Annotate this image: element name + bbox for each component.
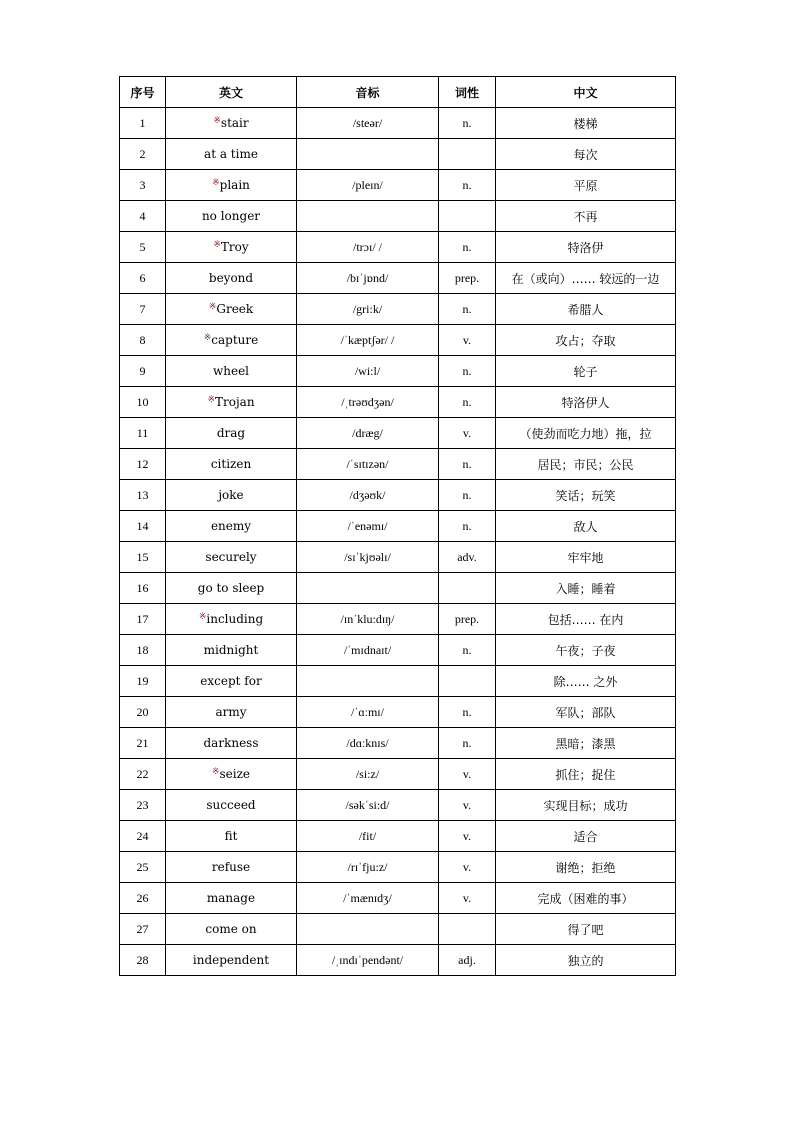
table-row	[120, 356, 676, 387]
english-word-text: stair	[220, 116, 249, 130]
english-word	[166, 418, 297, 449]
phonetic: /ˈenəmɪ/	[297, 511, 439, 542]
english-word	[166, 945, 297, 976]
phonetic	[297, 201, 439, 232]
table-row	[120, 945, 676, 976]
table-row	[120, 914, 676, 945]
part-of-speech	[439, 573, 496, 604]
english-word	[166, 759, 297, 790]
table-row	[120, 635, 676, 666]
part-of-speech: n.	[439, 108, 496, 139]
phonetic	[297, 914, 439, 945]
chinese-meaning: 除…… 之外	[496, 666, 676, 697]
row-number: 19	[120, 666, 166, 697]
chinese-meaning: 不再	[496, 201, 676, 232]
row-number: 1	[120, 108, 166, 139]
phonetic: /pleɪn/	[297, 170, 439, 201]
phonetic: /trɔɪ/ /	[297, 232, 439, 263]
table-row	[120, 604, 676, 635]
english-word	[166, 728, 297, 759]
chinese-meaning: 实现目标；成功	[496, 790, 676, 821]
header-number: 序号	[120, 77, 166, 108]
english-word-text: enemy	[210, 519, 252, 533]
chinese-meaning: 笑话；玩笑	[496, 480, 676, 511]
phonetic: /ˈsɪtɪzən/	[297, 449, 439, 480]
table-row	[120, 201, 676, 232]
english-word	[166, 511, 297, 542]
phonetic	[297, 666, 439, 697]
phonetic: /gri:k/	[297, 294, 439, 325]
english-word	[166, 449, 297, 480]
part-of-speech: v.	[439, 325, 496, 356]
chinese-meaning: 黑暗；漆黑	[496, 728, 676, 759]
row-number: 12	[120, 449, 166, 480]
phonetic: /ˈmɪdnaɪt/	[297, 635, 439, 666]
part-of-speech: v.	[439, 883, 496, 914]
part-of-speech: n.	[439, 294, 496, 325]
chinese-meaning: 特洛伊人	[496, 387, 676, 418]
english-word-text: including	[206, 612, 264, 626]
chinese-meaning: 独立的	[496, 945, 676, 976]
english-word-text: go to sleep	[197, 581, 265, 595]
table-row	[120, 790, 676, 821]
part-of-speech: n.	[439, 697, 496, 728]
row-number: 28	[120, 945, 166, 976]
part-of-speech: adj.	[439, 945, 496, 976]
row-number: 20	[120, 697, 166, 728]
chinese-meaning: 包括…… 在内	[496, 604, 676, 635]
table-row	[120, 170, 676, 201]
english-word-text: securely	[205, 550, 257, 564]
table-row	[120, 418, 676, 449]
row-number: 25	[120, 852, 166, 883]
row-number: 2	[120, 139, 166, 170]
chinese-meaning: （使劲而吃力地）拖，拉	[496, 418, 676, 449]
chinese-meaning: 牢牢地	[496, 542, 676, 573]
chinese-meaning: 完成（困难的事）	[496, 883, 676, 914]
header-english: 英文	[166, 77, 297, 108]
key-word-mark: ※	[203, 333, 212, 343]
phonetic: /steər/	[297, 108, 439, 139]
header-chinese: 中文	[496, 77, 676, 108]
english-word	[166, 356, 297, 387]
part-of-speech: v.	[439, 852, 496, 883]
row-number: 21	[120, 728, 166, 759]
table-header-row	[120, 77, 676, 108]
english-word	[166, 542, 297, 573]
chinese-meaning: 在（或向）…… 较远的一边	[496, 263, 676, 294]
english-word	[166, 170, 297, 201]
key-word-mark: ※	[208, 302, 217, 312]
phonetic: /ˌɪndɪˈpendənt/	[297, 945, 439, 976]
english-word-text: succeed	[206, 798, 256, 812]
english-word	[166, 635, 297, 666]
row-number: 7	[120, 294, 166, 325]
row-number: 4	[120, 201, 166, 232]
chinese-meaning: 楼梯	[496, 108, 676, 139]
table-body	[120, 108, 676, 976]
key-word-mark: ※	[212, 178, 220, 188]
phonetic: /rɪˈfju:z/	[297, 852, 439, 883]
table-row	[120, 449, 676, 480]
key-word-mark: ※	[213, 116, 221, 126]
english-word	[166, 294, 297, 325]
phonetic: /ˌtrəʊdʒən/	[297, 387, 439, 418]
part-of-speech: prep.	[439, 263, 496, 294]
row-number: 14	[120, 511, 166, 542]
phonetic: /fit/	[297, 821, 439, 852]
english-word	[166, 480, 297, 511]
phonetic: /ɪnˈklu:dɪŋ/	[297, 604, 439, 635]
row-number: 17	[120, 604, 166, 635]
chinese-meaning: 希腊人	[496, 294, 676, 325]
part-of-speech: v.	[439, 759, 496, 790]
english-word-text: army	[215, 705, 247, 719]
key-word-mark: ※	[211, 767, 220, 777]
table-row	[120, 139, 676, 170]
row-number: 13	[120, 480, 166, 511]
english-word-text: midnight	[203, 643, 259, 657]
chinese-meaning: 入睡；睡着	[496, 573, 676, 604]
row-number: 6	[120, 263, 166, 294]
english-word	[166, 232, 297, 263]
part-of-speech: n.	[439, 170, 496, 201]
row-number: 22	[120, 759, 166, 790]
phonetic: /si:z/	[297, 759, 439, 790]
table-row	[120, 573, 676, 604]
table-row	[120, 852, 676, 883]
part-of-speech	[439, 666, 496, 697]
chinese-meaning: 每次	[496, 139, 676, 170]
part-of-speech: n.	[439, 387, 496, 418]
english-word-text: refuse	[211, 860, 251, 874]
phonetic: /sɪˈkjʊəlɪ/	[297, 542, 439, 573]
part-of-speech: v.	[439, 790, 496, 821]
row-number: 3	[120, 170, 166, 201]
english-word	[166, 139, 297, 170]
row-number: 15	[120, 542, 166, 573]
chinese-meaning: 谢绝；拒绝	[496, 852, 676, 883]
vocabulary-table	[119, 76, 676, 976]
table-row	[120, 325, 676, 356]
english-word-text: come on	[205, 922, 257, 936]
part-of-speech: v.	[439, 821, 496, 852]
row-number: 11	[120, 418, 166, 449]
table-row	[120, 294, 676, 325]
english-word-text: at a time	[204, 147, 258, 161]
chinese-meaning: 特洛伊	[496, 232, 676, 263]
english-word	[166, 821, 297, 852]
chinese-meaning: 军队；部队	[496, 697, 676, 728]
row-number: 26	[120, 883, 166, 914]
header-phonetic: 音标	[297, 77, 439, 108]
english-word-text: capture	[211, 333, 259, 347]
english-word	[166, 201, 297, 232]
phonetic: /dʒəʊk/	[297, 480, 439, 511]
english-word-text: wheel	[212, 364, 250, 378]
row-number: 27	[120, 914, 166, 945]
english-word-text: beyond	[208, 271, 254, 285]
chinese-meaning: 午夜；子夜	[496, 635, 676, 666]
phonetic: /dɑːknɪs/	[297, 728, 439, 759]
phonetic: /ˈkæptʃər/ /	[297, 325, 439, 356]
chinese-meaning: 轮子	[496, 356, 676, 387]
english-word-text: independent	[192, 953, 270, 967]
table-row	[120, 697, 676, 728]
english-word-text: fit	[224, 829, 238, 843]
part-of-speech: prep.	[439, 604, 496, 635]
key-word-mark: ※	[213, 240, 221, 250]
phonetic	[297, 139, 439, 170]
chinese-meaning: 适合	[496, 821, 676, 852]
row-number: 23	[120, 790, 166, 821]
key-word-mark: ※	[207, 395, 215, 405]
english-word-text: Trojan	[214, 395, 255, 409]
english-word-text: drag	[216, 426, 246, 440]
phonetic: /wi:l/	[297, 356, 439, 387]
english-word	[166, 108, 297, 139]
table-row	[120, 728, 676, 759]
phonetic: /ˈɑːmɪ/	[297, 697, 439, 728]
chinese-meaning: 平原	[496, 170, 676, 201]
english-word-text: manage	[206, 891, 256, 905]
english-word-text: darkness	[203, 736, 259, 750]
chinese-meaning: 得了吧	[496, 914, 676, 945]
row-number: 5	[120, 232, 166, 263]
header-part-of-speech: 词性	[439, 77, 496, 108]
row-number: 18	[120, 635, 166, 666]
part-of-speech: adv.	[439, 542, 496, 573]
english-word-text: Troy	[220, 240, 249, 254]
english-word-text: Greek	[216, 302, 254, 316]
part-of-speech	[439, 139, 496, 170]
phonetic: /bɪˈjɒnd/	[297, 263, 439, 294]
chinese-meaning: 抓住；捉住	[496, 759, 676, 790]
row-number: 10	[120, 387, 166, 418]
phonetic: /ˈmænɪdʒ/	[297, 883, 439, 914]
english-word	[166, 852, 297, 883]
english-word-text: plain	[219, 178, 250, 192]
english-word	[166, 387, 297, 418]
part-of-speech: n.	[439, 635, 496, 666]
chinese-meaning: 攻占；夺取	[496, 325, 676, 356]
part-of-speech: n.	[439, 480, 496, 511]
part-of-speech: v.	[439, 418, 496, 449]
table-row	[120, 542, 676, 573]
english-word	[166, 697, 297, 728]
part-of-speech: n.	[439, 356, 496, 387]
row-number: 16	[120, 573, 166, 604]
english-word-text: joke	[218, 488, 244, 502]
english-word-text: seize	[219, 767, 251, 781]
phonetic: /səkˈsi:d/	[297, 790, 439, 821]
table-row	[120, 511, 676, 542]
chinese-meaning: 居民；市民；公民	[496, 449, 676, 480]
part-of-speech: n.	[439, 511, 496, 542]
row-number: 8	[120, 325, 166, 356]
english-word	[166, 325, 297, 356]
english-word-text: citizen	[210, 457, 252, 471]
table-row	[120, 759, 676, 790]
english-word	[166, 914, 297, 945]
table-row	[120, 821, 676, 852]
part-of-speech	[439, 914, 496, 945]
table-row	[120, 480, 676, 511]
table-row	[120, 387, 676, 418]
english-word	[166, 883, 297, 914]
part-of-speech: n.	[439, 232, 496, 263]
english-word	[166, 666, 297, 697]
row-number: 9	[120, 356, 166, 387]
english-word-text: no longer	[201, 209, 261, 223]
english-word	[166, 263, 297, 294]
table-row	[120, 232, 676, 263]
part-of-speech: n.	[439, 728, 496, 759]
table-row	[120, 263, 676, 294]
english-word	[166, 604, 297, 635]
table-row	[120, 883, 676, 914]
table-row	[120, 108, 676, 139]
english-word	[166, 573, 297, 604]
part-of-speech: n.	[439, 449, 496, 480]
english-word-text: except for	[200, 674, 262, 688]
table-row	[120, 666, 676, 697]
chinese-meaning: 敌人	[496, 511, 676, 542]
key-word-mark: ※	[198, 612, 207, 622]
phonetic	[297, 573, 439, 604]
phonetic: /dræg/	[297, 418, 439, 449]
english-word	[166, 790, 297, 821]
part-of-speech	[439, 201, 496, 232]
row-number: 24	[120, 821, 166, 852]
